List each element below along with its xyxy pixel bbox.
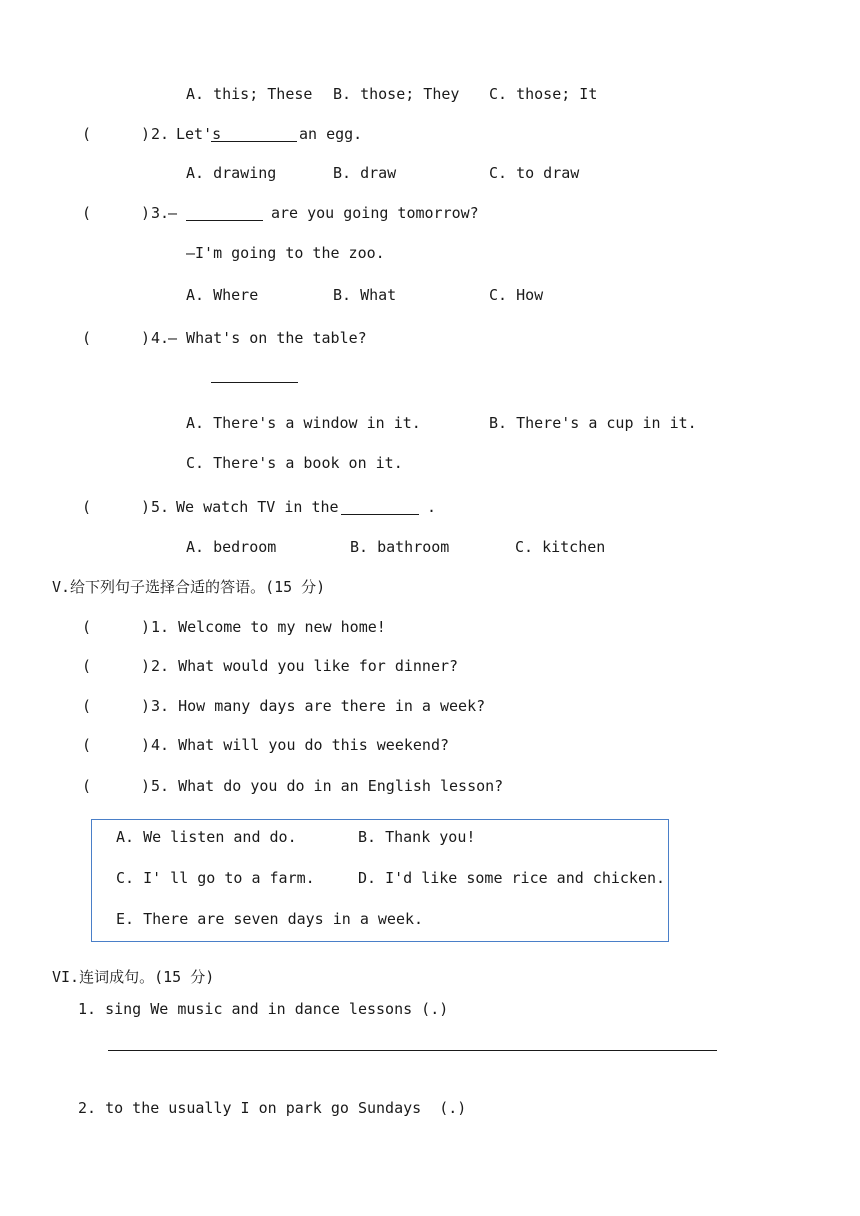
q1-option-c: C. those; It bbox=[489, 85, 598, 103]
q2-option-a: A. drawing bbox=[186, 164, 277, 182]
q3-dash: — bbox=[168, 204, 178, 222]
v-item-3-paren-open: ( bbox=[82, 697, 92, 715]
section-vi-heading: VI.连词成句。(15 分) bbox=[52, 968, 215, 986]
q5-option-a: A. bedroom bbox=[186, 538, 277, 556]
q3-option-b: B. What bbox=[333, 286, 397, 304]
q3-answer-line: —I'm going to the zoo. bbox=[186, 244, 385, 262]
q2-answer-paren-open: ( bbox=[82, 125, 92, 143]
vi-item-1-text: 1. sing We music and in dance lessons (.) bbox=[78, 1000, 449, 1018]
v-item-2-paren-close: ) bbox=[141, 657, 151, 675]
section-v-heading: V.给下列句子选择合适的答语。(15 分) bbox=[52, 578, 326, 596]
q5-answer-paren-open: ( bbox=[82, 498, 92, 516]
q3-answer-paren-open: ( bbox=[82, 204, 92, 222]
q2-option-c: C. to draw bbox=[489, 164, 580, 182]
q3-option-c: C. How bbox=[489, 286, 544, 304]
v-item-2-paren-open: ( bbox=[82, 657, 92, 675]
q5-answer-paren-close: ) bbox=[141, 498, 151, 516]
choice-c: C. I' ll go to a farm. bbox=[116, 869, 315, 887]
vi-item-1-answer-line[interactable] bbox=[108, 1050, 717, 1051]
q3-stem-after: are you going tomorrow? bbox=[271, 204, 479, 222]
v-item-1-paren-open: ( bbox=[82, 618, 92, 636]
v-item-5-text: 5. What do you do in an English lesson? bbox=[151, 777, 504, 795]
v-item-1-text: 1. Welcome to my new home! bbox=[151, 618, 386, 636]
v-item-5-paren-close: ) bbox=[141, 777, 151, 795]
choice-b: B. Thank you! bbox=[358, 828, 476, 846]
v-item-5-paren-open: ( bbox=[82, 777, 92, 795]
q5-blank bbox=[341, 514, 419, 515]
q5-number: 5. bbox=[151, 498, 170, 516]
choice-e: E. There are seven days in a week. bbox=[116, 910, 424, 928]
v-item-4-paren-close: ) bbox=[141, 736, 151, 754]
q4-option-a: A. There's a window in it. bbox=[186, 414, 421, 432]
q1-option-a: A. this; These bbox=[186, 85, 313, 103]
q3-blank bbox=[186, 220, 263, 221]
q2-stem-before: Let's bbox=[176, 125, 222, 143]
q2-answer-paren-close: ) bbox=[141, 125, 151, 143]
q5-option-c: C. kitchen bbox=[515, 538, 606, 556]
q4-stem: — What's on the table? bbox=[168, 329, 367, 347]
q3-number: 3. bbox=[151, 204, 170, 222]
q4-number: 4. bbox=[151, 329, 170, 347]
q5-stem-before: We watch TV in the bbox=[176, 498, 339, 516]
q4-answer-paren-close: ) bbox=[141, 329, 151, 347]
vi-item-2-text: 2. to the usually I on park go Sundays (.) bbox=[78, 1099, 467, 1117]
v-item-4-paren-open: ( bbox=[82, 736, 92, 754]
choice-a: A. We listen and do. bbox=[116, 828, 297, 846]
q4-answer-paren-open: ( bbox=[82, 329, 92, 347]
v-item-2-text: 2. What would you like for dinner? bbox=[151, 657, 459, 675]
q1-option-b: B. those; They bbox=[333, 85, 460, 103]
q4-option-c: C. There's a book on it. bbox=[186, 454, 403, 472]
choice-d: D. I'd like some rice and chicken. bbox=[358, 869, 666, 887]
q5-option-b: B. bathroom bbox=[350, 538, 450, 556]
q2-option-b: B. draw bbox=[333, 164, 397, 182]
q2-blank bbox=[211, 141, 297, 142]
q5-stem-after: . bbox=[427, 498, 437, 516]
q3-answer-paren-close: ) bbox=[141, 204, 151, 222]
v-item-1-paren-close: ) bbox=[141, 618, 151, 636]
q2-number: 2. bbox=[151, 125, 170, 143]
q4-blank bbox=[211, 382, 298, 383]
q2-stem-after: an egg. bbox=[299, 125, 363, 143]
q3-option-a: A. Where bbox=[186, 286, 259, 304]
v-item-4-text: 4. What will you do this weekend? bbox=[151, 736, 450, 754]
v-item-3-text: 3. How many days are there in a week? bbox=[151, 697, 486, 715]
q4-option-b: B. There's a cup in it. bbox=[489, 414, 697, 432]
v-item-3-paren-close: ) bbox=[141, 697, 151, 715]
